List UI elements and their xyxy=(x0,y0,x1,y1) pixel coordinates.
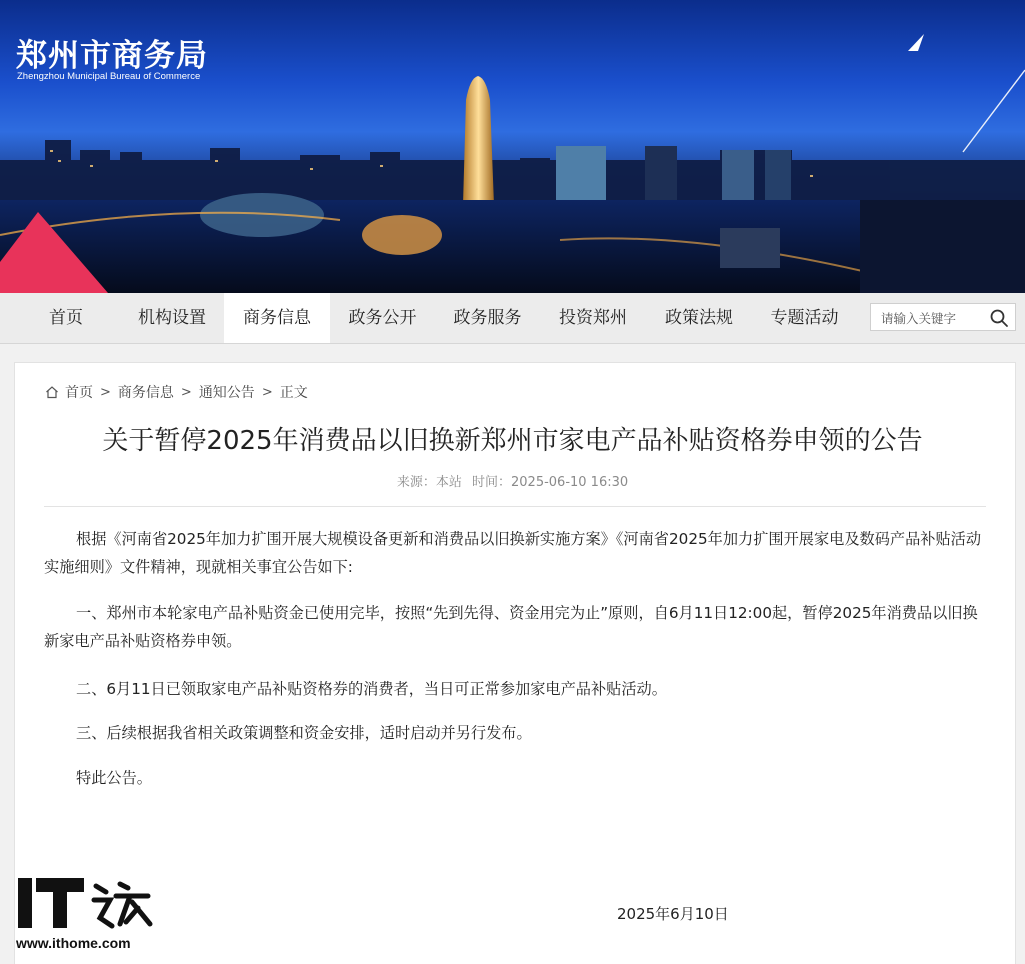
search-icon[interactable] xyxy=(989,308,1009,328)
arrow-icon xyxy=(908,34,924,51)
search-box xyxy=(870,303,1016,331)
article-paragraph: 一、郑州市本轮家电产品补贴资金已使用完毕，按照“先到先得、资金用完为止”原则，自6月11日12:00起，暂停2025年消费品以旧换新家电产品补贴资格券申领。 xyxy=(44,604,978,650)
article-paragraph: 三、后续根据我省相关政策调整和资金安排，适时启动并另行发布。 xyxy=(76,724,532,742)
breadcrumb-home[interactable]: 首页 xyxy=(65,385,93,401)
article-paragraph: 二、6月11日已领取家电产品补贴资格券的消费者，当日可正常参加家电产品补贴活动。 xyxy=(76,680,667,698)
breadcrumb-notices[interactable]: 通知公告 xyxy=(198,385,255,401)
site-logo-title[interactable]: 郑州市商务局 xyxy=(16,38,208,74)
nav-item-home[interactable]: 首页 xyxy=(49,308,83,328)
article-time: 时间：2025-06-10 16:30 xyxy=(472,475,629,490)
article-meta xyxy=(0,471,1025,490)
ithome-watermark-url: www.ithome.com xyxy=(16,935,131,951)
breadcrumb-separator-icon: > xyxy=(180,384,192,400)
nav-item-special-events[interactable]: 专题活动 xyxy=(770,308,839,328)
article-date: 2025年6月10日 xyxy=(617,905,729,923)
header-banner xyxy=(0,0,1025,293)
nav-item-gov-services[interactable]: 政务服务 xyxy=(453,308,522,328)
search-input[interactable] xyxy=(871,304,995,332)
nav-item-invest-zhengzhou[interactable]: 投资郑州 xyxy=(559,308,627,328)
breadcrumb-separator-icon: > xyxy=(261,384,273,400)
nav-item-organization[interactable]: 机构设置 xyxy=(138,308,206,328)
site-logo-subtitle: Zhengzhou Municipal Bureau of Commerce xyxy=(17,71,201,82)
nav-item-policies[interactable]: 政策法规 xyxy=(665,308,733,328)
breadcrumb xyxy=(45,382,308,402)
article-paragraph: 特此公告。 xyxy=(76,769,152,787)
title-divider xyxy=(44,506,986,507)
breadcrumb-separator-icon: > xyxy=(100,384,111,400)
article-source: 来源：本站 xyxy=(396,475,462,490)
breadcrumb-current: 正文 xyxy=(279,385,308,401)
nav-item-gov-affairs-open[interactable]: 政务公开 xyxy=(348,308,417,328)
article-title: 关于暂停2025年消费品以旧换新郑州市家电产品补贴资格券申领的公告 xyxy=(102,426,923,456)
article-paragraph: 根据《河南省2025年加力扩围开展大规模设备更新和消费品以旧换新实施方案》《河南省2025年加力扩围开展家电及数码产品补贴活动实施细则》文件精神，现就相关事宜公告如下: xyxy=(44,530,982,576)
home-icon xyxy=(45,385,59,399)
breadcrumb-business-info[interactable]: 商务信息 xyxy=(117,385,174,401)
nav-item-business-info[interactable]: 商务信息 xyxy=(224,293,330,343)
